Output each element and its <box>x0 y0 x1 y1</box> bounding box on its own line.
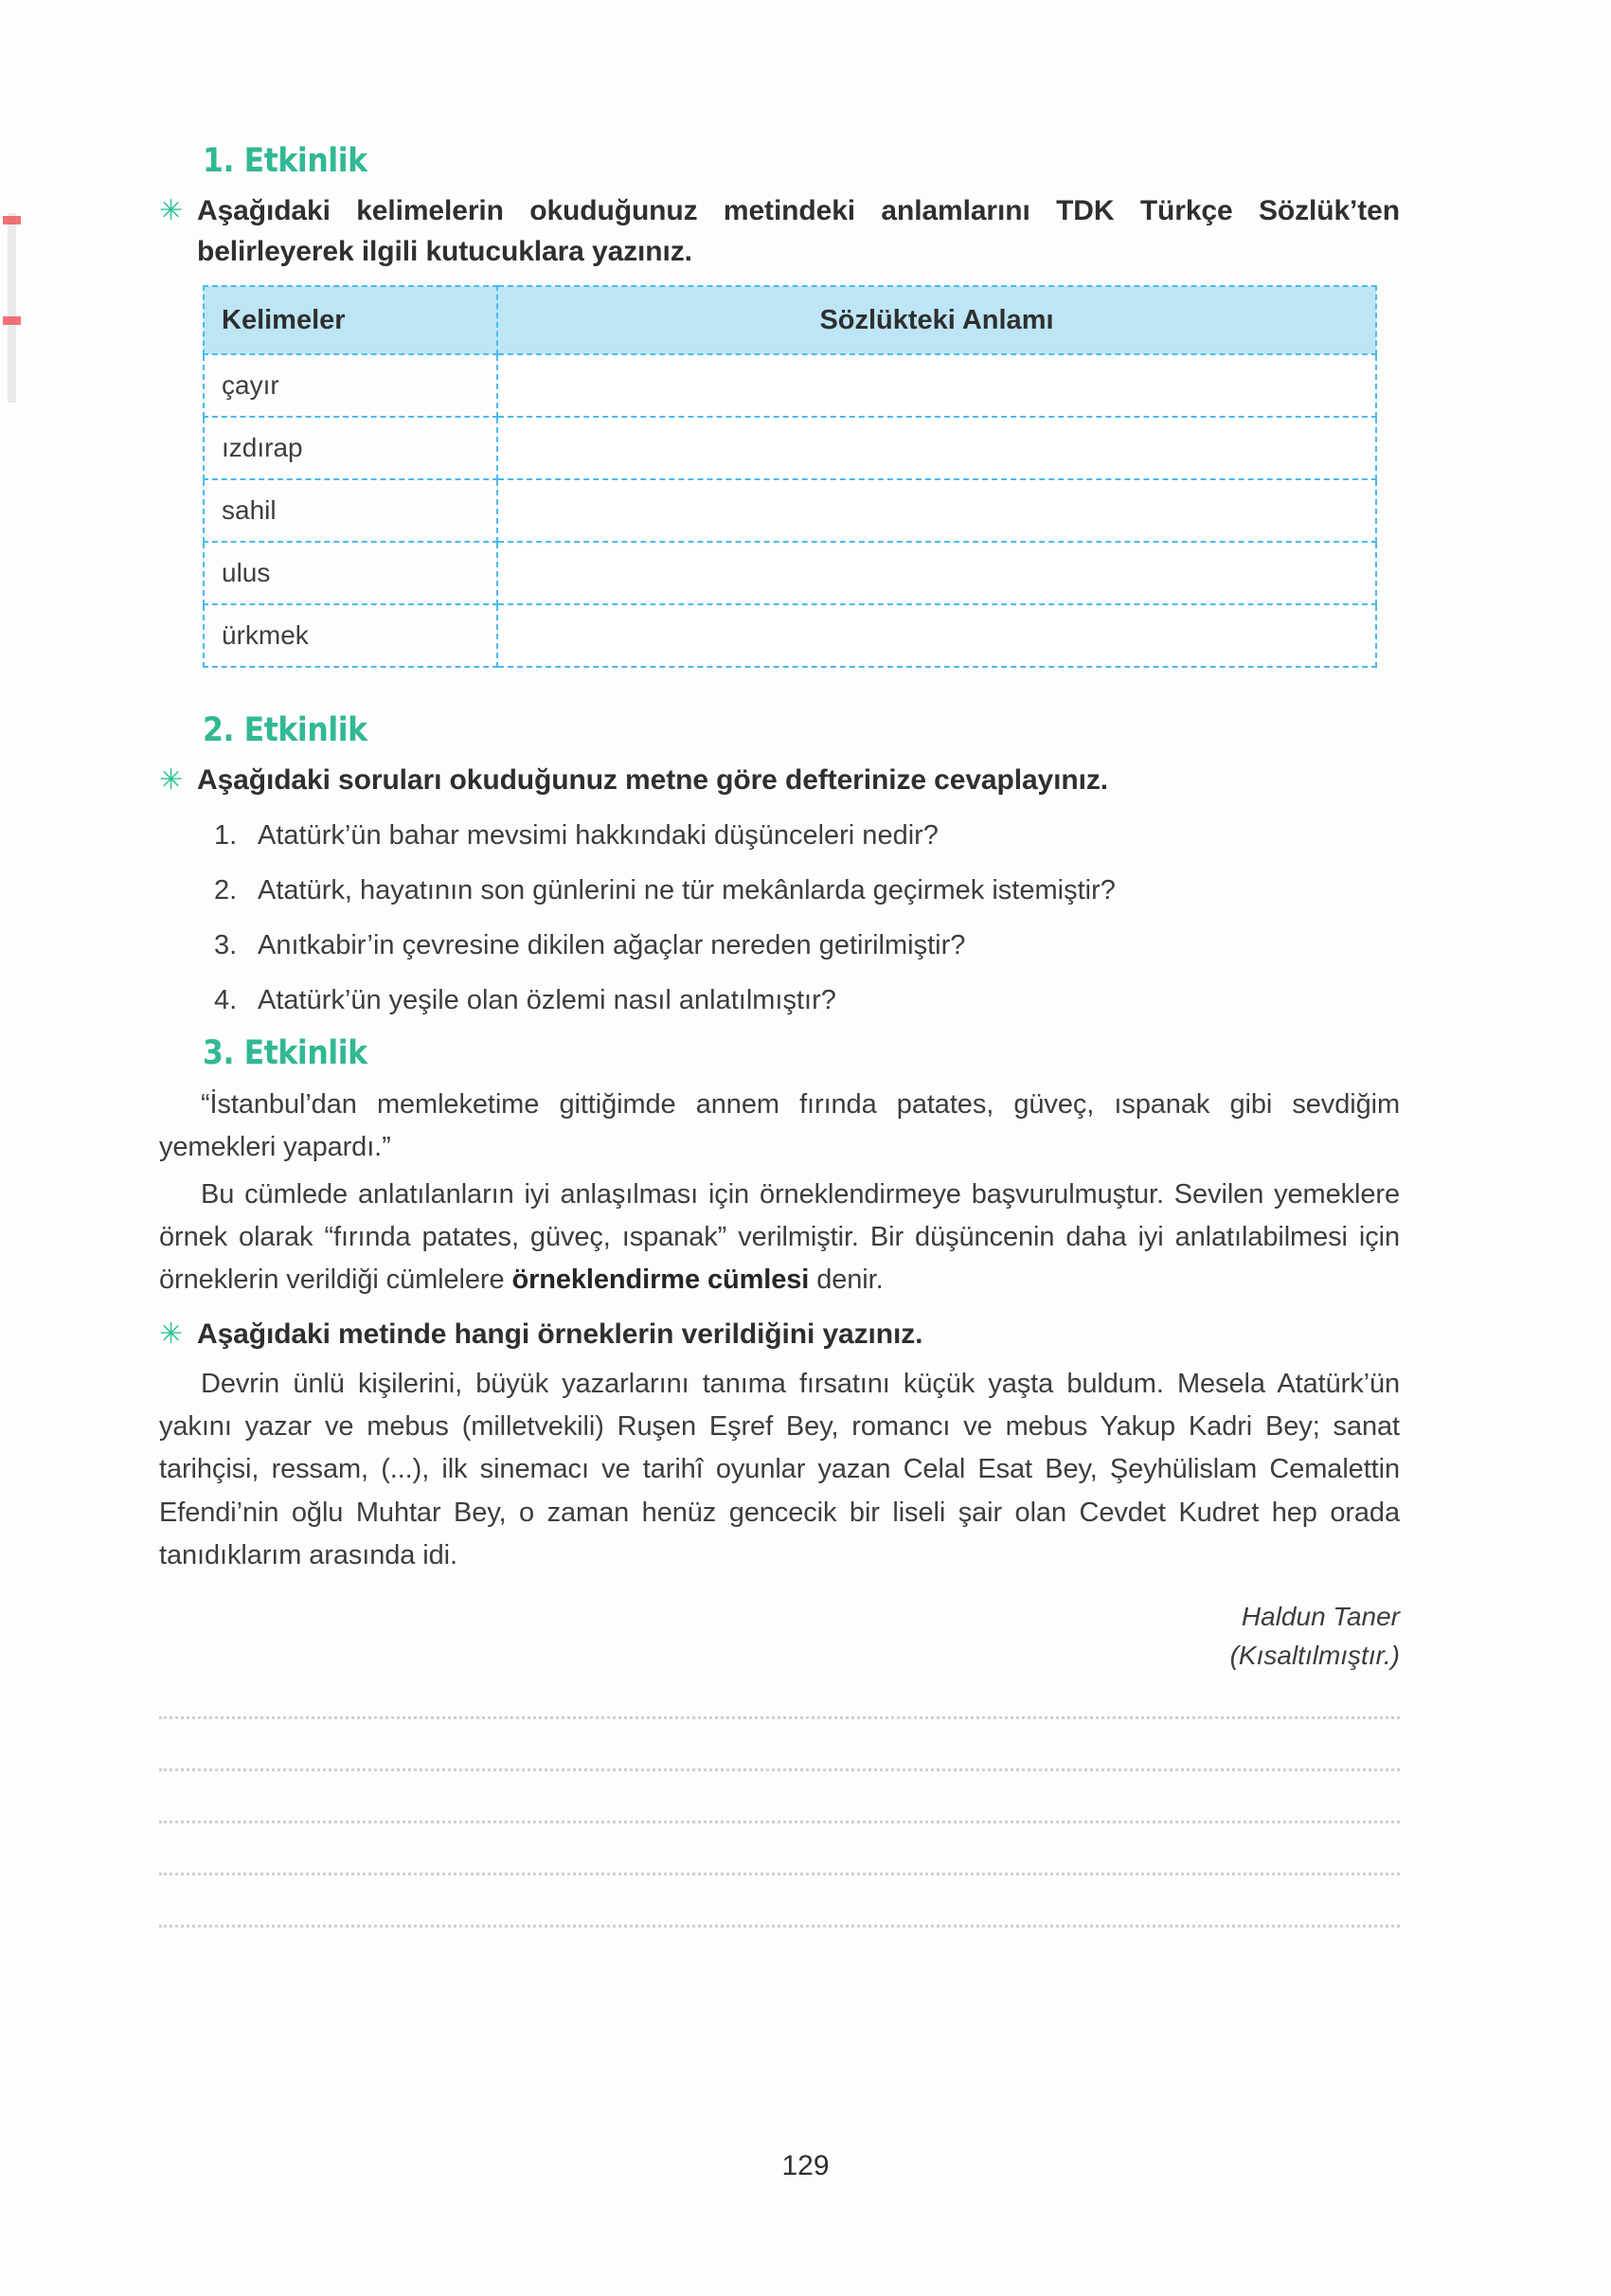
table-row <box>204 417 1376 479</box>
table-header-row <box>204 286 1376 354</box>
page-content <box>159 142 1400 1977</box>
explanation-text-before: Bu cümlede anlatılanların iyi anlaşılması için örneklendirmeye başvurulmuştur. Sevilen yemeklere örnek olarak “fırında patates, güveç, ıspanak” verilmiştir. Bir düşüncenin daha iyi anlatılabilmesi için örneklerin verildiği cümlelere <box>159 1178 1400 1296</box>
vocabulary-table <box>203 285 1377 668</box>
star-icon: ✳ <box>159 195 184 226</box>
activity-2-heading: 2. Etkinlik <box>203 711 367 750</box>
vocabulary-table-head <box>204 286 1376 354</box>
meaning-input-cell[interactable] <box>497 417 1376 479</box>
answer-line[interactable] <box>159 1768 1400 1771</box>
table-row <box>204 604 1376 667</box>
word-cell: çayır <box>204 354 497 417</box>
activity-1-instruction-row <box>159 191 1400 272</box>
word-cell: ulus <box>204 542 497 604</box>
activity-1-instruction: Aşağıdaki kelimelerin okuduğunuz metindeki anlamlarını TDK Türkçe Sözlük’ten belirleyerek ilgili kutucuklara yazınız. <box>197 195 1400 267</box>
star-icon: ✳ <box>159 1318 184 1351</box>
answer-line[interactable] <box>159 1873 1400 1875</box>
activity-3-passage: Devrin ünlü kişilerini, büyük yazarlarını tanıma fırsatını küçük yaşta buldum. Mesela Atatürk’ün yakını yazar ve mebus (milletvekili) Ruşen Eşref Bey, romancı ve mebus Yakup Kadri Bey; sanat tarihçisi, ressam, (...), ilk sinemacı ve tarihî oyunlar yazan Celal Esat Bey, Şeyhülislam Cemalettin Efendi’nin oğlu Muhtar Bey, o zaman henüz gencecik bir liseli şair olan Cevdet Kudret hep orada tanıdıklarım arasında idi. <box>159 1368 1400 1570</box>
table-row <box>204 479 1376 542</box>
meaning-input-cell[interactable] <box>497 604 1376 667</box>
term-orneklendirme-cumlesi: örneklendirme cümlesi <box>511 1265 810 1296</box>
answer-line[interactable] <box>159 1821 1400 1823</box>
activity-3-heading: 3. Etkinlik <box>203 1034 367 1073</box>
vocabulary-table-body <box>204 354 1376 667</box>
table-row <box>204 542 1376 604</box>
list-item: Atatürk’ün bahar mevsimi hakkındaki düşünceleri nedir? <box>258 819 939 851</box>
author-name: Haldun Taner <box>1241 1602 1400 1632</box>
activity-2-question-list <box>159 815 1400 1021</box>
page-number: 129 <box>781 2150 830 2181</box>
explanation-text-after: denir. <box>809 1265 884 1296</box>
activity-2-instruction-row <box>159 761 1400 801</box>
activity-3-instruction-row <box>159 1315 1400 1355</box>
left-edge-tick-bottom <box>3 316 21 325</box>
table-header-sozlukteki-anlami: Sözlükteki Anlamı <box>497 286 1376 354</box>
answer-lines-area <box>159 1716 1400 1928</box>
left-edge-strip <box>8 213 16 403</box>
word-cell: sahil <box>204 479 497 542</box>
meaning-input-cell[interactable] <box>497 354 1376 417</box>
list-item: Atatürk’ün yeşile olan özlemi nasıl anlatılmıştır? <box>258 985 836 1016</box>
author-note: (Kısaltılmıştır.) <box>1229 1640 1400 1670</box>
activity-1-heading: 1. Etkinlik <box>203 142 367 180</box>
list-item: Atatürk, hayatının son günlerini ne tür mekânlarda geçirmek istemiştir? <box>258 874 1116 906</box>
activity-3-instruction: Aşağıdaki metinde hangi örneklerin verildiğini yazınız. <box>197 1318 923 1351</box>
word-cell: ızdırap <box>204 417 497 479</box>
table-header-kelimeler: Kelimeler <box>204 286 497 354</box>
activity-3-explanation <box>159 1174 1400 1302</box>
answer-line[interactable] <box>159 1716 1400 1719</box>
meaning-input-cell[interactable] <box>497 479 1376 542</box>
word-cell: ürkmek <box>204 604 497 667</box>
list-item: Anıtkabir’in çevresine dikilen ağaçlar nereden getirilmiştir? <box>258 929 966 960</box>
star-icon: ✳ <box>159 764 184 797</box>
activity-2-instruction: Aşağıdaki soruları okuduğunuz metne göre defterinize cevaplayınız. <box>197 764 1108 797</box>
left-edge-tick-top <box>3 216 21 224</box>
activity-3-quote: “İstanbul’dan memleketime gittiğimde annem fırında patates, güveç, ıspanak gibi sevdiğim yemekleri yapardı.” <box>159 1089 1400 1163</box>
table-row <box>204 354 1376 417</box>
meaning-input-cell[interactable] <box>497 542 1376 604</box>
answer-line[interactable] <box>159 1925 1400 1928</box>
passage-attribution <box>159 1598 1400 1675</box>
